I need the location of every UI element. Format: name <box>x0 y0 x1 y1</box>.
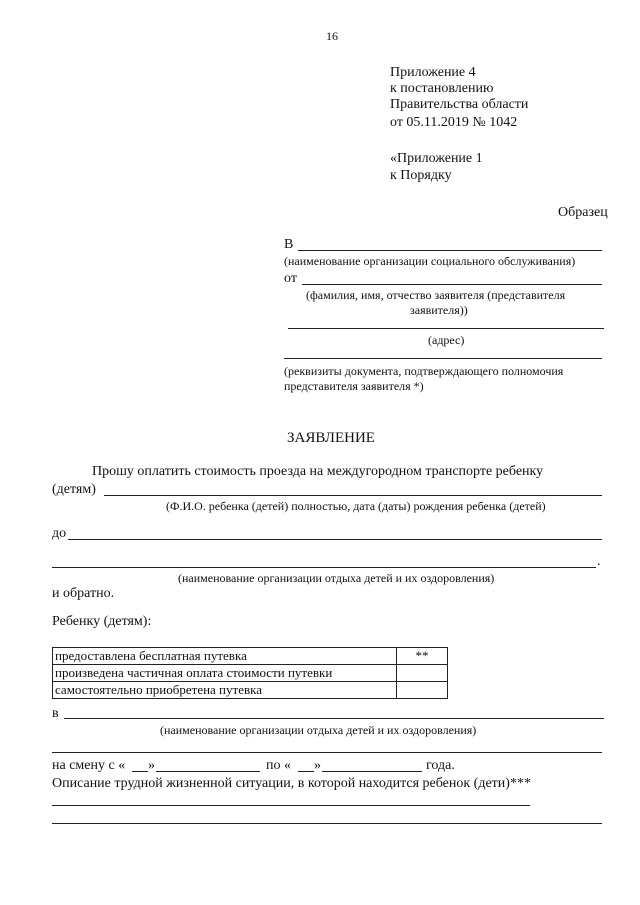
sample-label: Образец <box>558 205 608 220</box>
shift-quote-2: » <box>314 758 321 773</box>
document-title: ЗАЯВЛЕНИЕ <box>287 430 375 446</box>
option-row <box>53 682 448 699</box>
to-prefix: В <box>284 237 294 252</box>
child-label: Ребенку (детям): <box>52 614 152 629</box>
from-prefix: от <box>284 271 297 286</box>
description-field-2[interactable] <box>52 823 602 824</box>
request-line-1: Прошу оплатить стоимость проезда на междугородном транспорте ребенку <box>92 464 544 479</box>
description-label: Описание трудной жизненной ситуации, в которой находится ребенок (дети)*** <box>52 776 531 791</box>
appendix-line-5: «Приложение 1 <box>390 151 483 166</box>
destination-field-1[interactable] <box>68 539 602 540</box>
rest-org-field-2[interactable] <box>52 752 602 753</box>
in-prefix: в <box>52 706 59 721</box>
address-field[interactable] <box>288 328 604 329</box>
from-name-field[interactable] <box>302 284 602 285</box>
shift-quote-1: » <box>148 758 155 773</box>
appendix-line-2: к постановлению <box>390 81 494 96</box>
request-children: (детям) <box>52 482 96 497</box>
appendix-line-1: Приложение 4 <box>390 65 476 80</box>
shift-start-day-field[interactable] <box>132 771 148 772</box>
requisites-hint-1: (реквизиты документа, подтверждающего полномочия <box>284 364 564 378</box>
destination-prefix: до <box>52 526 67 541</box>
option-row <box>53 665 448 682</box>
shift-end-month-field[interactable] <box>322 771 422 772</box>
options-table <box>52 647 448 699</box>
and-back: и обратно. <box>52 586 115 601</box>
option-mark-cell[interactable] <box>397 682 448 699</box>
option-mark-cell[interactable]: ** <box>397 648 448 665</box>
appendix-line-6: к Порядку <box>390 168 452 183</box>
shift-end-day-field[interactable] <box>298 771 314 772</box>
child-hint: (Ф.И.О. ребенка (детей) полностью, дата (даты) рождения ребенка (детей) <box>166 499 546 513</box>
shift-start-month-field[interactable] <box>156 771 260 772</box>
from-hint-2: заявителя)) <box>410 303 468 317</box>
requisites-hint-2: представителя заявителя *) <box>284 379 424 393</box>
option-row <box>53 648 448 665</box>
option-label: предоставлена бесплатная путевка <box>53 648 397 665</box>
option-mark-cell[interactable] <box>397 665 448 682</box>
from-hint-1: (фамилия, имя, отчество заявителя (представителя <box>306 288 566 302</box>
to-org-hint: (наименование организации социального обслуживания) <box>284 254 576 268</box>
destination-field-2[interactable] <box>52 567 596 568</box>
appendix-line-3: Правительства области <box>390 97 529 112</box>
org-hint: (наименование организации отдыха детей и их оздоровления) <box>178 571 495 585</box>
rest-org-field[interactable] <box>64 718 604 719</box>
page-number: 16 <box>326 29 338 43</box>
to-org-field[interactable] <box>298 250 602 251</box>
appendix-line-4: от 05.11.2019 № 1042 <box>390 115 518 130</box>
option-label: самостоятельно приобретена путевка <box>53 682 397 699</box>
requisites-field[interactable] <box>284 358 602 359</box>
description-field-1[interactable] <box>52 805 530 806</box>
option-label: произведена частичная оплата стоимости путевки <box>53 665 397 682</box>
shift-prefix: на смену с « <box>52 758 126 773</box>
address-hint: (адрес) <box>428 333 465 347</box>
org-hint-2: (наименование организации отдыха детей и их оздоровления) <box>160 723 477 737</box>
shift-to: по « <box>266 758 291 773</box>
child-name-field[interactable] <box>104 495 602 496</box>
shift-year: года. <box>426 758 455 773</box>
